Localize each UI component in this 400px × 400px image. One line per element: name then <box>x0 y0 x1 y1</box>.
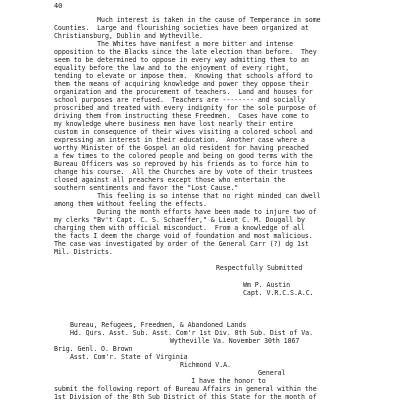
page-number: 40 <box>54 2 63 10</box>
letterhead-line: Hd. Qurs. Asst. Sub. Asst. Com'r 1st Div. 8th Sub. Dist of Va. <box>70 329 314 337</box>
report-line: The Whites have manifest a more bitter and intense <box>54 40 294 48</box>
report-line: driving them from instructing these Freedmen. Cases have come to <box>54 112 309 120</box>
report-line: my clerks "Bv't Capt. C. S. Schaeffer," & Lieut C. M. Dougall by <box>54 216 305 224</box>
report-line: opposition to the Blacks since the late election than before. They <box>54 48 317 56</box>
report-line: my knowledge where business men have lost nearly their entire <box>54 120 294 128</box>
addressee-name: Brig. Genl. O. Brown <box>54 345 133 353</box>
report-line: Christiansburg, Dublin and Wytheville. <box>54 32 203 40</box>
report-line: Bureau Officers was so reproved by his friends as to force him to <box>54 160 309 168</box>
salutation: General <box>258 369 286 377</box>
addressee-title: Asst. Com'r. State of Virginia <box>70 353 188 361</box>
closing-text: Respectfully Submitted <box>216 264 303 272</box>
report-line: closed against all preachers except those who entertain the <box>54 176 286 184</box>
report-line: them the means of acquiring knowledge and power they oppose their <box>54 80 309 88</box>
report-line: 1st Division of the 8th Sub District of this State for the month of <box>54 393 317 400</box>
report-line: submit the following report of Bureau Affairs in general within the <box>54 385 317 393</box>
report-line: expressing an interest in their education. Another case where a <box>54 136 305 144</box>
letterhead-line: Bureau, Refugees, Freedmen, & Abandoned Lands <box>70 321 247 329</box>
report-line: change his course. All the Churches are by vote of their trustees <box>54 168 313 176</box>
report-line: Much interest is taken in the cause of Temperance in some <box>54 16 321 24</box>
report-line: tending to elevate or impose them. Knowing that schools afford to <box>54 72 313 80</box>
report-line: a few times to the colored people and being on good terms with the <box>54 152 313 160</box>
letterhead-date: Wytheville Va. November 30th 1867 <box>170 337 300 345</box>
report-line: among them without feeling the effects. <box>54 200 207 208</box>
report-line: custom in consequence of their wives visiting a colored school and <box>54 128 313 136</box>
report-line: school purposes are refused. Teachers are -------- and socially <box>54 96 305 104</box>
report-line: charging them with official misconduct. From a knowledge of all <box>54 224 305 232</box>
report-line: organization and the procurement of teachers. Land and houses for <box>54 88 313 96</box>
addressee-place: Richmond V.A. <box>180 361 231 369</box>
report-line: equality before the law and to the enjoyment of every right, <box>54 64 290 72</box>
report-line: I have the honor to <box>54 377 266 385</box>
report-line: southern sentiments and favor the "Lost Cause." <box>54 184 239 192</box>
report-line: During the month efforts have been made to injure two of <box>54 208 317 216</box>
report-line: proscribed and treated with every indignity for the sole purpose of <box>54 104 317 112</box>
report-line: Mil. Districts. <box>54 248 113 256</box>
signer-title: Capt. V.R.C.S.A.C. <box>243 289 314 297</box>
report-line: seem to be determined to oppose in every way admitting them to an <box>54 56 309 64</box>
report-line: This feeling is so intense that no right minded can dwell <box>54 192 321 200</box>
report-line: The case was investigated by order of the General Carr (?) dg 1st <box>54 240 309 248</box>
signer-name: Wm P. Austin <box>243 281 291 289</box>
report-line: worthy Minister of the Gospel an old resident for having preached <box>54 144 309 152</box>
report-line: Counties. Large and flourishing societies have been organized at <box>54 24 309 32</box>
report-line: the facts I deem the charge void of foundation and most malicious. <box>54 232 313 240</box>
